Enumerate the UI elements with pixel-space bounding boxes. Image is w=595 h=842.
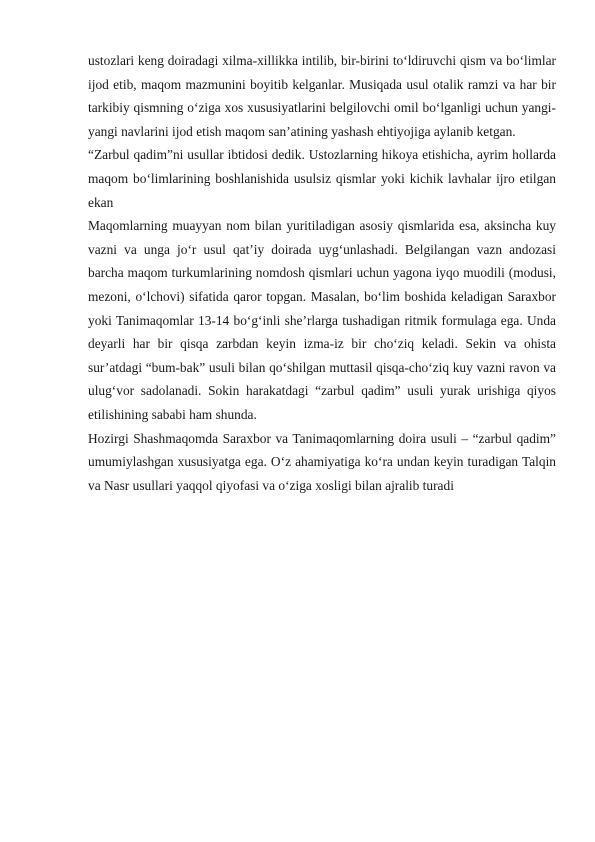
paragraph-2: “Zarbul qadim”ni usullar ibtidosi dedik. Ustozlarning hikoya etishicha, ayrim hollarda maqom boʻlimlarining boshlanishida usulsiz qismlar yoki kichik lavhalar ijro etilgan ekan	[88, 147, 556, 210]
body-text	[88, 49, 556, 497]
paragraph-3: Maqomlarning muayyan nom bilan yuritiladigan asosiy qismlarida esa, aksincha kuy vazni va unga joʻr usul qat’iy doirada uygʻunlashadi. Belgilangan vazn andozasi barcha maqom turkumlarining nomdosh qismlari uchun yagona iyqo muodili (modusi, mezoni, oʻlchovi) sifatida qaror topgan. Masalan, boʻlim boshida keladigan Saraxbor yoki Tanimaqomlar 13-14 boʻgʻinli she’rlarga tushadigan ritmik formulaga ega. Unda deyarli har bir qisqa zarbdan keyin izma-iz bir choʻziq keladi. Sekin va ohista sur’atdagi “bum-bak” usuli bilan qoʻshilgan muttasil qisqa-choʻziq kuy vazni ravon va ulugʻvor sadolanadi. Sokin harakatdagi “zarbul qadim” usuli yurak urishiga qiyos etilishining sababi ham shunda.	[88, 218, 556, 422]
paragraph-4: Hozirgi Shashmaqomda Saraxbor va Tanimaqomlarning doira usuli – “zarbul qadim” umumiylashgan xususiyatga ega. Oʻz ahamiyatiga koʻra undan keyin turadigan Talqin va Nasr usullari yaqqol qiyofasi va oʻziga xosligi bilan ajralib turadi	[88, 430, 556, 493]
paragraph-1: ustozlari keng doiradagi xilma-xillikka intilib, bir-birini toʻldiruvchi qism va boʻlimlar ijod etib, maqom mazmunini boyitib kelganlar. Musiqada usul otalik ramzi va har bir tarkibiy qismning oʻziga xos xususiyatlarini belgilovchi omil boʻlganligi uchun yangi-yangi navlarini ijod etish maqom san’atining yashash ehtiyojiga aylanib ketgan.	[88, 53, 556, 139]
